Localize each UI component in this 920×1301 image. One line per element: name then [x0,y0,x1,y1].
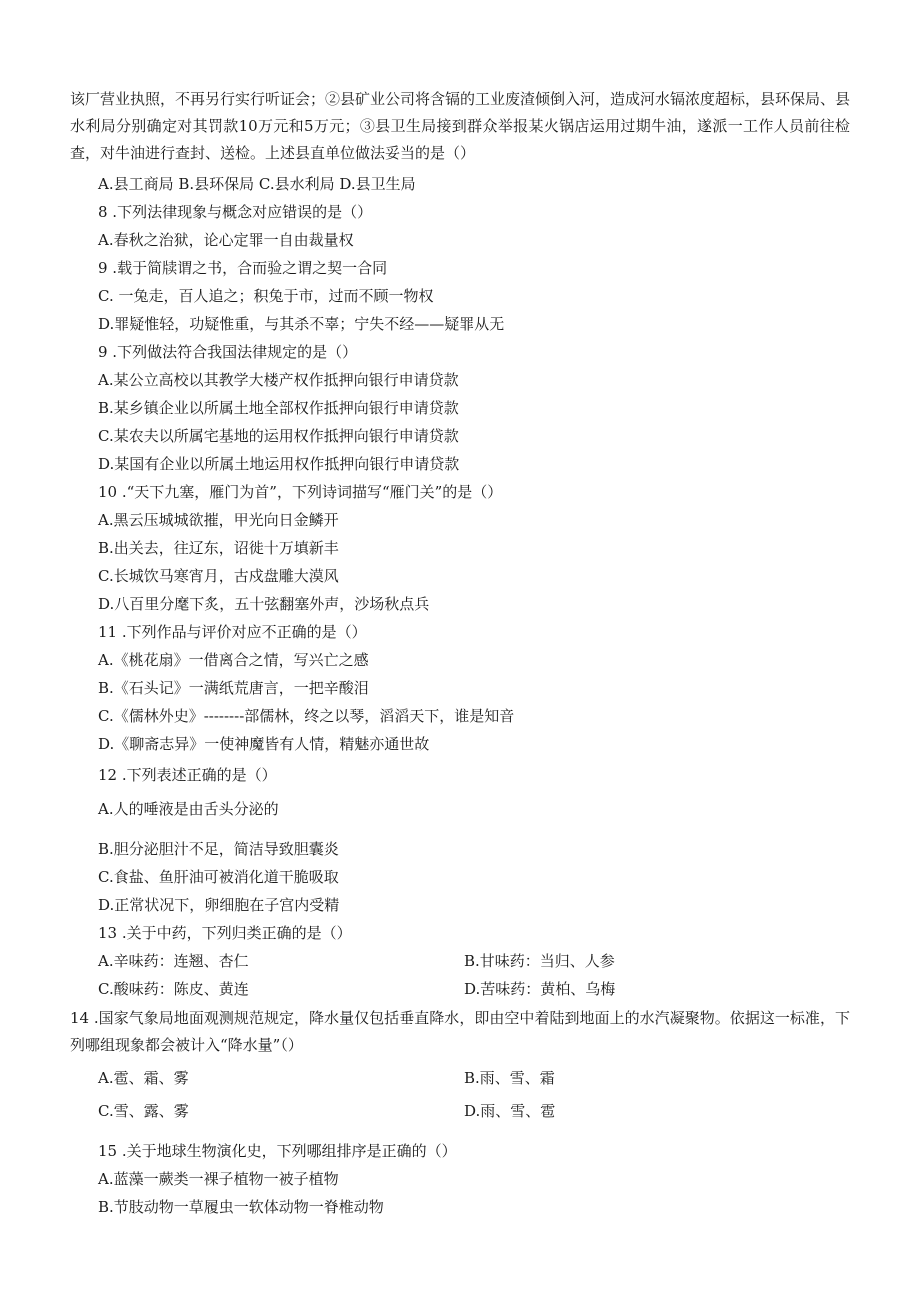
q9a-option-d: D.罪疑惟轻，功疑惟重，与其杀不辜；宁失不经——疑罪从无 [98,315,505,333]
q11-option-d: D.《聊斋志异》一使神魔皆有人情，精魅亦通世故 [98,735,430,753]
q14-option-a: A.雹、霜、雾 [98,1069,189,1087]
q12-option-a: A.人的唾液是由舌头分泌的 [98,800,279,818]
q14-option-d: D.雨、雪、雹 [464,1102,556,1120]
q13-options-row-2 [0,979,920,999]
q14-options-row-2 [0,1101,920,1121]
q15-option-b: B.节肢动物一草履虫一软体动物一脊椎动物 [98,1198,384,1216]
q10-option-c: C.长城饮马寒宵月，古戍盘雕大漠风 [98,567,339,585]
q10-option-a: A.黑云压城城欲摧，甲光向日金鳞开 [98,511,339,529]
intro-paragraph: 该厂营业执照，不再另行实行听证会；②县矿业公司将含镉的工业废渣倾倒入河，造成河水镉浓度超标，县环保局、县水利局分别确定对其罚款10万元和5万元；③县卫生局接到群众举报某火锅店运用过期牛油，遂派一工作人员前往检查，对牛油进行查封、送检。上述县直单位做法妥当的是（） [70,90,851,162]
q14-options-row-1 [0,1068,920,1088]
q12-stem: 12 .下列表述正确的是（） [98,766,277,784]
q10-option-b: B.出关去，往辽东，诏徙十万填新丰 [98,539,339,557]
q8-option-a: A.春秋之治狱，论心定罪一自由裁量权 [98,231,354,249]
q9b-stem: 9 .下列做法符合我国法律规定的是（） [98,343,358,361]
q11-option-b: B.《石头记》一满纸荒唐言，一把辛酸泪 [98,679,369,697]
q9a-stem: 9 .载于简牍谓之书，合而验之谓之契一合同 [98,259,388,277]
q13-option-c: C.酸味药：陈皮、黄连 [98,980,249,998]
q12-option-b: B.胆分泌胆汁不足，简洁导致胆囊炎 [98,840,339,858]
q13-option-a: A.辛味药：连翘、杏仁 [98,952,249,970]
q13-option-b: B.甘味药：当归、人参 [464,952,615,970]
q12-option-d: D.正常状况下，卵细胞在子宫内受精 [98,896,340,914]
q9b-option-b: B.某乡镇企业以所属土地全部权作抵押向银行申请贷款 [98,399,459,417]
q9b-option-d: D.某国有企业以所属土地运用权作抵押向银行申请贷款 [98,455,460,473]
q9b-option-c: C.某农夫以所属宅基地的运用权作抵押向银行申请贷款 [98,427,459,445]
q12-option-c: C.食盐、鱼肝油可被消化道干脆吸取 [98,868,339,886]
q10-option-d: D.八百里分麾下炙，五十弦翻塞外声，沙场秋点兵 [98,595,430,613]
q10-stem: 10 .“天下九塞，雁门为首”，下列诗词描写“雁门关”的是（） [98,483,503,501]
q8-stem: 8 .下列法律现象与概念对应错误的是（） [98,203,373,221]
q14-stem: 14 .国家气象局地面观测规范规定，降水量仅包括垂直降水，即由空中着陆到地面上的水汽凝聚物。依据这一标准，下列哪组现象都会被计入“降水量”（） [70,1009,850,1054]
q13-options-row-1 [0,951,920,971]
intro-options: A.县工商局 B.县环保局 C.县水利局 D.县卫生局 [98,175,416,193]
q9b-option-a: A.某公立高校以其教学大楼产权作抵押向银行申请贷款 [98,371,459,389]
q11-option-c: C.《儒林外史》--------部儒林，终之以琴，滔滔天下，谁是知音 [98,707,515,725]
q14-option-b: B.雨、雪、霜 [464,1069,555,1087]
q14-option-c: C.雪、露、雾 [98,1102,189,1120]
q15-stem: 15 .关于地球生物演化史，下列哪组排序是正确的（） [98,1142,457,1160]
q11-stem: 11 .下列作品与评价对应不正确的是（） [98,623,367,641]
q15-option-a: A.蓝藻一蕨类一裸子植物一被子植物 [98,1170,339,1188]
q9a-option-c: C. 一兔走，百人追之；积兔于市，过而不顾一物权 [98,287,434,305]
q13-option-d: D.苦味药：黄柏、乌梅 [464,980,616,998]
q11-option-a: A.《桃花扇》一借离合之情，写兴亡之感 [98,651,369,669]
q13-stem: 13 .关于中药，下列归类正确的是（） [98,924,352,942]
